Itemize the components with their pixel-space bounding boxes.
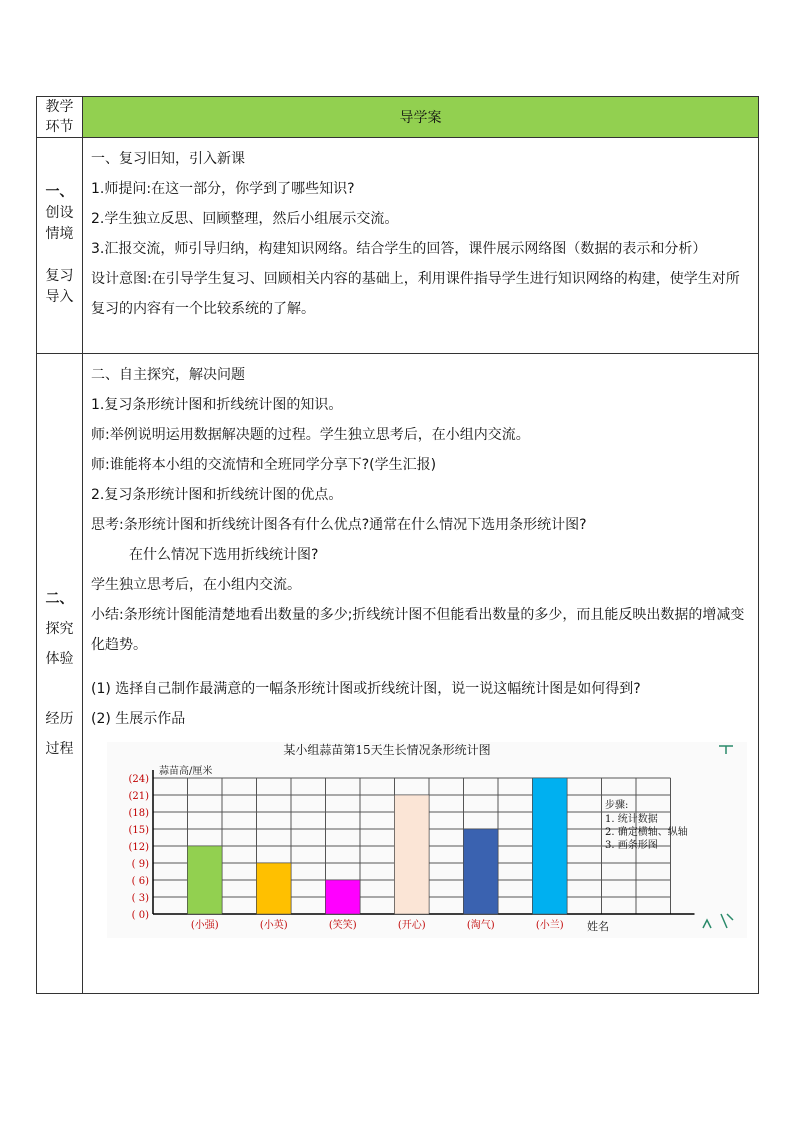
- section2-label-line: 经历: [45, 711, 74, 727]
- bar: [533, 778, 568, 914]
- chart-steps: [605, 798, 688, 851]
- y-tick-label: (15): [128, 825, 149, 836]
- section2-label-line: 探究: [45, 621, 74, 637]
- y-tick-label: (18): [128, 808, 149, 819]
- chart-y-ticks: [128, 774, 149, 921]
- section2-text: 2.复习条形统计图和折线统计图的优点。: [91, 487, 343, 503]
- section1-label-line: 创设: [45, 205, 74, 221]
- section2-label-line: 过程: [45, 741, 74, 757]
- section1-content: [83, 138, 759, 354]
- x-tick-label: (淘气): [466, 920, 495, 931]
- section2-question: 在什么情况下选用折线统计图?: [129, 547, 319, 563]
- section2-row: [37, 354, 759, 994]
- x-tick-label: (小强): [190, 920, 219, 931]
- section2-text: 学生独立思考后，在小组内交流。: [91, 577, 301, 593]
- section2-label-line: 二、: [45, 591, 74, 607]
- section1-row: [37, 138, 759, 354]
- bar: [464, 829, 499, 914]
- y-tick-label: (24): [128, 774, 149, 785]
- header-col2: 导学案: [83, 97, 759, 138]
- bar: [188, 846, 223, 914]
- section2-text: 师:谁能将本小组的交流情和全班同学分享下?(学生汇报): [91, 457, 437, 473]
- bar-chart-svg: [107, 742, 747, 938]
- section2-content: [83, 354, 759, 994]
- bar: [257, 863, 292, 914]
- section2-question: 思考:条形统计图和折线统计图各有什么优点?通常在什么情况下选用条形统计图?: [91, 517, 587, 533]
- x-tick-label: (开心): [397, 920, 426, 931]
- x-tick-label: (小英): [259, 920, 288, 931]
- y-tick-label: ( 6): [131, 876, 149, 887]
- bar-chart: [107, 742, 747, 938]
- y-tick-label: (12): [128, 842, 149, 853]
- section1-label-line: 导入: [45, 289, 74, 305]
- section1-label-line: 情境: [45, 226, 74, 242]
- chart-x-axis-label: 姓名: [587, 920, 609, 933]
- section2-heading: 二、自主探究，解决问题: [91, 367, 245, 383]
- section2-text: 师:举例说明运用数据解决题的过程。学生独立思考后，在小组内交流。: [91, 427, 530, 443]
- lesson-plan-table: [36, 96, 759, 994]
- chart-y-axis-label: 蒜苗高/厘米: [159, 766, 213, 777]
- steps-title: 步骤:: [605, 800, 629, 811]
- steps-item: 3. 画条形图: [605, 840, 658, 851]
- section2-label-line: 体验: [45, 651, 74, 667]
- section1-text: 1.师提问:在这一部分，你学到了哪些知识?: [91, 181, 355, 197]
- x-tick-label: (小兰): [535, 920, 564, 931]
- section2-label: [37, 354, 83, 994]
- section1-text: 3.汇报交流，师引导归纳，构建知识网络。结合学生的回答，课件展示网络图（数据的表示和分析）: [91, 241, 707, 257]
- header-col1-text: 教学环节: [45, 99, 74, 135]
- decorative-figure-icon: [703, 746, 733, 928]
- header-col1: [37, 97, 83, 138]
- section2-text: 1.复习条形统计图和折线统计图的知识。: [91, 397, 343, 413]
- chart-x-ticks: [191, 918, 564, 931]
- section2-task: (1) 选择自己制作最满意的一幅条形统计图或折线统计图，说一说这幅统计图是如何得到?: [91, 681, 641, 697]
- chart-title: 某小组蒜苗第15天生长情况条形统计图: [283, 743, 491, 757]
- section1-label: [37, 138, 83, 354]
- y-tick-label: ( 9): [131, 859, 149, 870]
- x-tick-label: (笑笑): [328, 920, 357, 931]
- section1-design-intent: 设计意图:在引导学生复习、回顾相关内容的基础上，利用课件指导学生进行知识网络的构建，使学生对所复习的内容有一个比较系统的了解。: [91, 271, 740, 317]
- section1-text: 2.学生独立反思、回顾整理，然后小组展示交流。: [91, 211, 399, 227]
- bar: [395, 795, 430, 914]
- y-tick-label: ( 3): [131, 893, 149, 904]
- section1-label-line: 一、: [45, 184, 74, 200]
- table-header-row: [37, 97, 759, 138]
- section2-task: (2) 生展示作品: [91, 711, 186, 727]
- steps-item: 1. 统计数据: [605, 814, 658, 825]
- bar: [326, 880, 361, 914]
- y-tick-label: (21): [128, 791, 149, 802]
- section1-heading: 一、复习旧知，引入新课: [91, 151, 245, 167]
- section2-summary: 小结:条形统计图能清楚地看出数量的多少;折线统计图不但能看出数量的多少，而且能反映出数据的增减变化趋势。: [91, 607, 745, 653]
- section1-label-line: 复习: [45, 268, 74, 284]
- steps-item: 2. 确定横轴、纵轴: [605, 827, 688, 838]
- y-tick-label: ( 0): [131, 910, 149, 921]
